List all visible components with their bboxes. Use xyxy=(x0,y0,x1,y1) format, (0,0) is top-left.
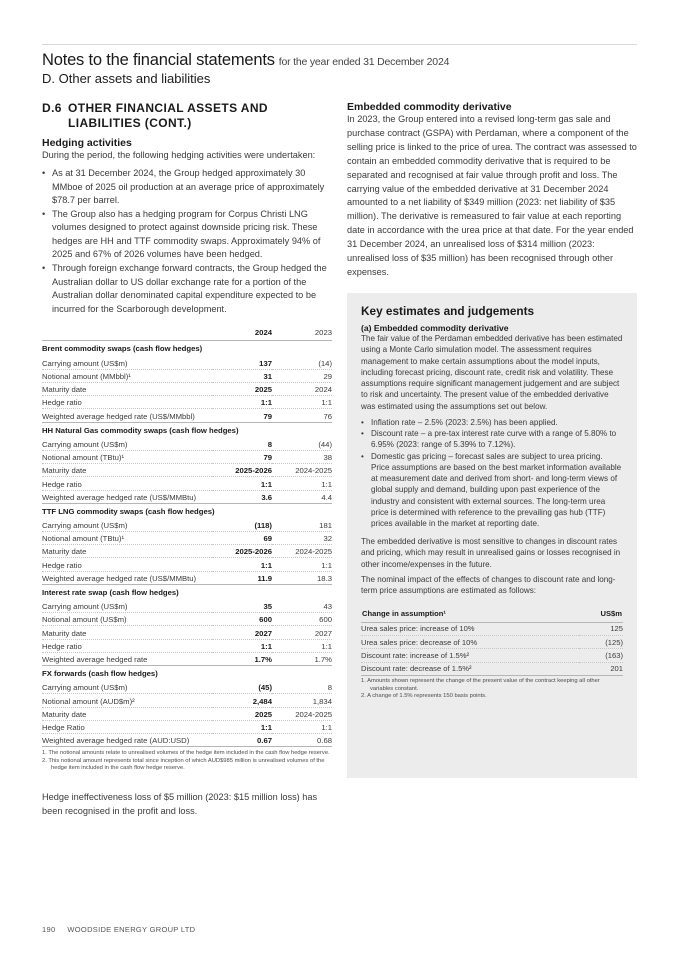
row-label: Weighted average hedged rate (US$/MMBtu) xyxy=(42,571,212,584)
value-2024: 8 xyxy=(212,438,272,451)
change-assumption-header: Change in assumption¹ xyxy=(361,606,579,623)
row-label: Hedge ratio xyxy=(42,477,212,490)
row-label: Notional amount (TBtu)¹ xyxy=(42,532,212,545)
value-2024: (45) xyxy=(212,681,272,694)
group-heading-cell: Interest rate swap (cash flow hedges) xyxy=(42,587,179,597)
table-row xyxy=(42,464,332,477)
row-label: Weighted average hedged rate (AUD:USD) xyxy=(42,733,212,746)
value-2023: 29 xyxy=(272,369,332,382)
sensitivity-table xyxy=(361,606,623,677)
table-row xyxy=(42,694,332,707)
key-estimates-title: Key estimates and judgements xyxy=(361,304,535,318)
company-name: WOODSIDE ENERGY GROUP LTD xyxy=(67,925,196,934)
row-label: Maturity date xyxy=(42,464,212,477)
note-title-line2: LIABILITIES (CONT.) xyxy=(68,116,192,130)
footnote: 2. This notional amount represents total since inception of which AUD$985 million is unrealised volumes of the hedge item included in the cash flow hedge reserve. xyxy=(42,757,325,772)
row-label: Carrying amount (US$m) xyxy=(42,438,212,451)
row-label: Carrying amount (US$m) xyxy=(42,357,212,370)
hedging-bullet: • As at 31 December 2024, the Group hedged approximately 30 MMboe of 2025 oil production at an average price of approximately $78.7 per barrel. xyxy=(42,167,332,208)
value-2023: 2024-2025 xyxy=(272,464,332,477)
row-label: Hedge ratio xyxy=(42,639,212,652)
value-2024: 600 xyxy=(212,613,272,626)
note-number: D.6 xyxy=(42,101,62,115)
table-row xyxy=(361,649,623,662)
table-row xyxy=(42,600,332,613)
group-heading-cell: FX forwards (cash flow hedges) xyxy=(42,668,158,678)
value-2024: 1.7% xyxy=(212,652,272,665)
note-title xyxy=(42,101,332,131)
value-2023: 1:1 xyxy=(272,477,332,490)
table-group-heading xyxy=(42,341,332,357)
table-group-heading xyxy=(42,503,332,519)
table-row xyxy=(42,613,332,626)
table-row xyxy=(42,532,332,545)
table-row xyxy=(361,635,623,648)
row-label: Weighted average hedged rate (US$/MMbbl) xyxy=(42,409,212,422)
row-label: Weighted average hedged rate xyxy=(42,652,212,665)
embedded-derivative-text: In 2023, the Group entered into a revised long-term gas sale and purchase contract (GSPA) with Perdaman, where a component of the selling price is linked to the price of urea. The contract was assessed to contain an embedded commodity derivative that is required to be separated and recognised at fair value through profit and loss. The carrying value of the embedded derivative at 31 December 2024 amounted to a net liability of $349 million (2023: net liability of $35 million). The derivative is remeasured to fair value at each reporting date in accordance with the urea price at that date. For the year ended 31 December 2024, an unrealised loss of $314 million (2023: unrealised loss of $35 million) has been recognised through other expenses. xyxy=(347,114,637,277)
hedging-table-footnotes xyxy=(42,750,332,773)
row-label: Notional amount (TBtu)¹ xyxy=(42,450,212,463)
table-row xyxy=(42,438,332,451)
table-row xyxy=(42,396,332,409)
group-heading-cell: TTF LNG commodity swaps (cash flow hedges) xyxy=(42,506,215,516)
assumption-label: Discount rate: decrease of 1.5%² xyxy=(361,662,579,675)
table-row xyxy=(42,681,332,694)
row-label: Hedge Ratio xyxy=(42,720,212,733)
assumption-bullets xyxy=(361,417,623,529)
value-2024: 31 xyxy=(212,369,272,382)
hedging-bullets xyxy=(42,167,332,317)
value-2024: 1:1 xyxy=(212,477,272,490)
value-2023: 2024-2025 xyxy=(272,707,332,720)
hedging-intro: During the period, the following hedging activities were undertaken: xyxy=(42,150,316,160)
header-rule xyxy=(42,44,637,45)
footnote: 1. Amounts shown represent the change of the present value of the contract keeping all other variables constant. xyxy=(361,678,600,692)
col-2024-header: 2024 xyxy=(254,328,272,338)
impact-value: 201 xyxy=(579,662,623,675)
hedging-heading: Hedging activities xyxy=(42,137,132,149)
value-2023: 1:1 xyxy=(272,396,332,409)
value-2024: 3.6 xyxy=(212,490,272,503)
table-row xyxy=(42,571,332,584)
impact-value: 125 xyxy=(579,622,623,635)
sensitivity-para: The embedded derivative is most sensitive to changes in discount rates and pricing, which may result in unrealised gains or losses recognised in other income/expenses in the future. xyxy=(361,537,621,569)
value-2023: 8 xyxy=(272,681,332,694)
table-row xyxy=(42,545,332,558)
row-label: Hedge ratio xyxy=(42,558,212,571)
value-2023: 4.4 xyxy=(272,490,332,503)
row-label: Maturity date xyxy=(42,383,212,396)
row-label: Maturity date xyxy=(42,545,212,558)
value-2023: 2024 xyxy=(272,383,332,396)
assumption-label: Urea sales price: decrease of 10% xyxy=(361,635,579,648)
impact-value: (125) xyxy=(579,635,623,648)
value-2024: 2025-2026 xyxy=(212,545,272,558)
hedging-bullet: • The Group also has a hedging program for Corpus Christi LNG volumes designed to protect against downside pricing risk. These hedges are HH and TTF commodity swaps. Approximately 94% of 2025 and 67% of 2026 volumes have been hedged. xyxy=(42,208,332,262)
value-2024: 137 xyxy=(212,357,272,370)
table-row xyxy=(361,622,623,635)
value-2023: 2027 xyxy=(272,626,332,639)
value-2023: 1:1 xyxy=(272,558,332,571)
value-2023: 18.3 xyxy=(272,571,332,584)
usdm-header: US$m xyxy=(579,606,623,623)
table-row xyxy=(42,519,332,532)
row-label: Carrying amount (US$m) xyxy=(42,600,212,613)
value-2024: 69 xyxy=(212,532,272,545)
value-2023: 2024-2025 xyxy=(272,545,332,558)
embedded-derivative-heading: Embedded commodity derivative xyxy=(347,101,512,113)
row-label: Carrying amount (US$m) xyxy=(42,681,212,694)
row-label: Notional amount (US$m) xyxy=(42,613,212,626)
assumption-label: Discount rate: increase of 1.5%² xyxy=(361,649,579,662)
table-group-heading xyxy=(42,665,332,681)
table-row xyxy=(42,720,332,733)
table-row xyxy=(42,652,332,665)
impact-value: (163) xyxy=(579,649,623,662)
page-title: Notes to the financial statements for the year ended 31 December 2024 xyxy=(42,51,450,69)
section-title: D. Other assets and liabilities xyxy=(42,71,211,86)
value-2023: 600 xyxy=(272,613,332,626)
key-estimates-box xyxy=(347,293,637,778)
value-2023: 1.7% xyxy=(272,652,332,665)
table-row xyxy=(42,490,332,503)
value-2023: 32 xyxy=(272,532,332,545)
left-column xyxy=(42,101,332,819)
value-2024: 1:1 xyxy=(212,639,272,652)
assumption-bullet: • Inflation rate – 2.5% (2023: 2.5%) has been applied. xyxy=(361,417,623,428)
value-2024: 11.9 xyxy=(212,571,272,584)
nominal-impact-para: The nominal impact of the effects of changes to discount rate and long-term price assumptions are estimated as follows: xyxy=(361,575,616,596)
table-row xyxy=(361,662,623,675)
value-2023: 76 xyxy=(272,409,332,422)
page-header xyxy=(42,51,642,86)
assumption-label: Urea sales price: increase of 10% xyxy=(361,622,579,635)
value-2024: 79 xyxy=(212,450,272,463)
table-group-heading xyxy=(42,422,332,438)
value-2023: 43 xyxy=(272,600,332,613)
note-title-line1: OTHER FINANCIAL ASSETS AND xyxy=(68,101,268,115)
group-heading-cell: Brent commodity swaps (cash flow hedges) xyxy=(42,344,203,354)
footnote: 1. The notional amounts relate to unrealised volumes of the hedge item included in the cash flow hedge reserve. xyxy=(42,750,330,757)
value-2024: 1:1 xyxy=(212,396,272,409)
assumption-bullet: • Domestic gas pricing – forecast sales are subject to urea pricing. Price assumptions are based on the best market information available at measurement date and derived from short- and long-term views of global supply and demand, building upon past experience of the industry and consistent with external sources. The long-term urea price is determined with reference to the prevailing gas hub (TTF) prices available in the market at reporting date. xyxy=(361,451,623,529)
value-2024: 35 xyxy=(212,600,272,613)
value-2024: 2025-2026 xyxy=(212,464,272,477)
row-label: Weighted average hedged rate (US$/MMBtu) xyxy=(42,490,212,503)
value-2023: 1,834 xyxy=(272,694,332,707)
table-row xyxy=(42,558,332,571)
sensitivity-footnotes xyxy=(361,678,623,701)
row-label: Notional amount (MMbbl)¹ xyxy=(42,369,212,382)
footnote: 2. A change of 1.5% represents 150 basis points. xyxy=(361,693,487,700)
table-row xyxy=(42,477,332,490)
value-2023: 38 xyxy=(272,450,332,463)
page-number: 190 xyxy=(42,925,56,934)
row-label: Hedge ratio xyxy=(42,396,212,409)
ineffectiveness-note: Hedge ineffectiveness loss of $5 million (2023: $15 million loss) has been recognised in the profit and loss. xyxy=(42,791,318,816)
row-label: Maturity date xyxy=(42,707,212,720)
value-2023: 181 xyxy=(272,519,332,532)
right-column xyxy=(347,101,637,280)
table-row xyxy=(42,357,332,370)
assumption-bullet: • Discount rate – a pre-tax interest rate curve with a range of 5.80% to 6.95% (2023: range of 5.39% to 7.12%). xyxy=(361,428,623,450)
hedging-bullet: • Through foreign exchange forward contracts, the Group hedged the Australian dollar to US dollar exchange rate for a portion of the Australian dollar denominated capital expenditure expected to be incurred for the Scarborough development. xyxy=(42,262,332,316)
page-subtitle: for the year ended 31 December 2024 xyxy=(278,56,450,68)
value-2023: 1:1 xyxy=(272,639,332,652)
table-row xyxy=(42,707,332,720)
table-row xyxy=(42,639,332,652)
value-2024: (118) xyxy=(212,519,272,532)
row-label: Carrying amount (US$m) xyxy=(42,519,212,532)
value-2024: 2025 xyxy=(212,383,272,396)
group-heading-cell: HH Natural Gas commodity swaps (cash flow hedges) xyxy=(42,425,239,435)
value-2024: 1:1 xyxy=(212,720,272,733)
value-2024: 1:1 xyxy=(212,558,272,571)
table-row xyxy=(42,626,332,639)
value-2023: (14) xyxy=(272,357,332,370)
key-estimates-subheading: (a) Embedded commodity derivative xyxy=(361,323,509,333)
hedging-table xyxy=(42,322,332,747)
table-header-row xyxy=(42,322,332,341)
col-2023-header: 2023 xyxy=(314,328,332,338)
value-2024: 2025 xyxy=(212,707,272,720)
table-row xyxy=(42,409,332,422)
value-2024: 79 xyxy=(212,409,272,422)
table-row xyxy=(42,383,332,396)
value-2023: (44) xyxy=(272,438,332,451)
key-estimates-para: The fair value of the Perdaman embedded derivative has been estimated using a Monte Carlo simulation model. The assessment requires management to make certain assumptions about the model inputs, including forecast pricing, discount rate, credit risk and volatility. These assumptions require significant management judgement and are subject to risk and uncertainty. The present value of the embedded derivative was estimated using the assumptions set out below. xyxy=(361,334,623,411)
table-row xyxy=(42,450,332,463)
table-group-heading xyxy=(42,584,332,600)
table-row xyxy=(42,369,332,382)
row-label: Notional amount (AUD$m)² xyxy=(42,694,212,707)
page-footer xyxy=(42,925,195,934)
value-2023: 0.68 xyxy=(272,733,332,746)
sensitivity-header-row xyxy=(361,606,623,623)
table-row xyxy=(42,733,332,746)
value-2024: 2027 xyxy=(212,626,272,639)
row-label: Maturity date xyxy=(42,626,212,639)
value-2023: 1:1 xyxy=(272,720,332,733)
value-2024: 0.67 xyxy=(212,733,272,746)
value-2024: 2,484 xyxy=(212,694,272,707)
